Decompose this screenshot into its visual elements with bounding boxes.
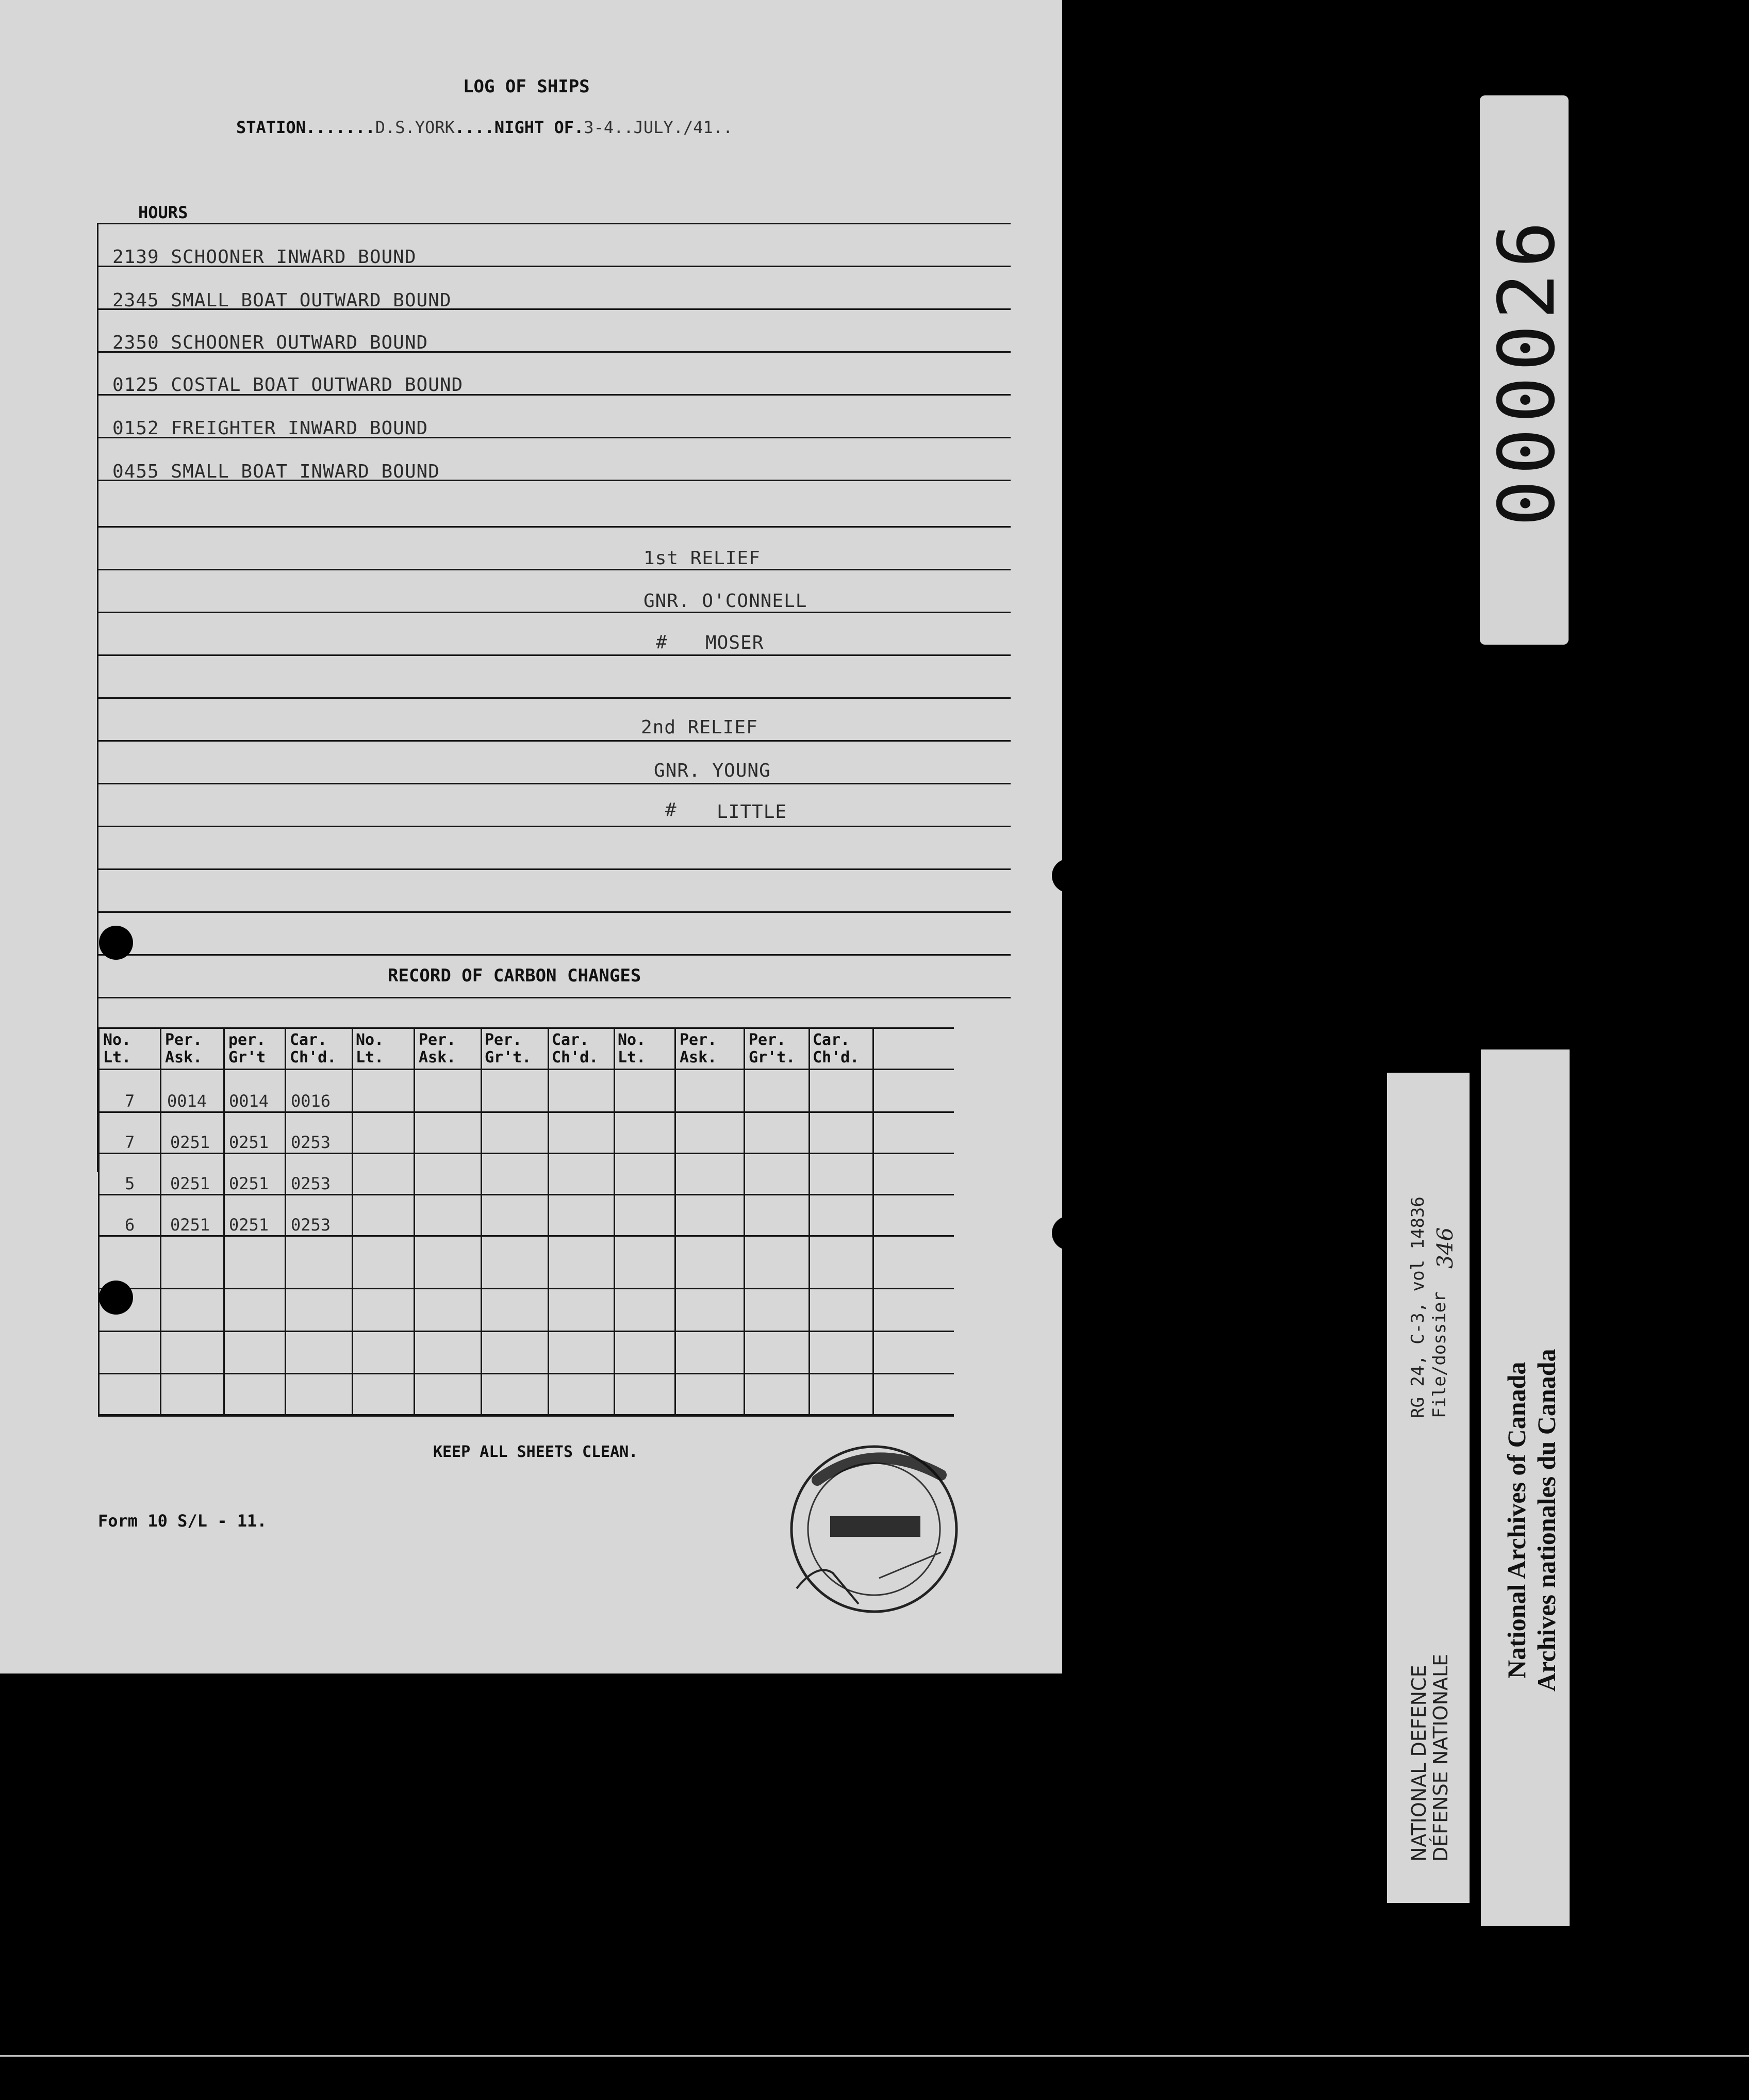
- table-cell: 7: [125, 1091, 135, 1111]
- column-header: Per. Ask.: [419, 1031, 456, 1067]
- table-cell: 0253: [291, 1215, 331, 1235]
- column-header: Car. Ch'd.: [552, 1031, 599, 1067]
- relief-2-mark: #: [665, 799, 677, 821]
- ruled-line: [97, 526, 1011, 528]
- frame-number-wrap: [1288, 216, 1749, 527]
- table-line: [98, 1027, 954, 1029]
- table-column-line: [548, 1027, 549, 1417]
- table-cell: 0251: [170, 1133, 210, 1152]
- log-entry: 2139 SCHOONER INWARD BOUND: [112, 247, 417, 268]
- table-column-line: [808, 1027, 810, 1417]
- table-cell: 0251: [229, 1174, 269, 1193]
- hours-label: HOURS: [138, 203, 188, 222]
- table-cell: 5: [125, 1174, 135, 1193]
- ruled-line: [97, 911, 1011, 913]
- column-header: per. Gr't: [228, 1031, 266, 1067]
- table-cell: 0016: [291, 1091, 331, 1111]
- form-title: LOG OF SHIPS: [463, 76, 590, 97]
- relief-1-gunner-2: MOSER: [705, 632, 764, 653]
- file-dossier-label: File/dossier: [1429, 1291, 1450, 1418]
- national-defence-text: NATIONAL DEFENCE: [1408, 1665, 1430, 1862]
- log-entry: 0125 COSTAL BOAT OUTWARD BOUND: [112, 374, 464, 396]
- table-column-line: [285, 1027, 286, 1417]
- table-column-line: [414, 1027, 415, 1417]
- table-column-line: [223, 1027, 225, 1417]
- column-header: Car. Ch'd.: [813, 1031, 860, 1067]
- table-cell: 0253: [291, 1133, 331, 1152]
- log-sheet: [0, 0, 1062, 1674]
- column-header: Per. Ask.: [680, 1031, 717, 1067]
- table-column-line: [614, 1027, 615, 1417]
- file-number: 346: [1432, 1227, 1458, 1269]
- station-value: D.S.YORK: [375, 118, 455, 137]
- station-label: STATION.......: [236, 118, 375, 137]
- scan-edge-line: [0, 2055, 1749, 2057]
- archives-french: Archives nationales du Canada: [1532, 1349, 1561, 1692]
- ruled-line: [97, 783, 1011, 784]
- relief-2-heading: 2nd RELIEF: [641, 717, 758, 738]
- unit-stamp: [776, 1434, 972, 1619]
- carbon-changes-table: [98, 1027, 954, 1417]
- ruled-line: [97, 868, 1011, 870]
- table-line: [98, 1373, 954, 1374]
- table-column-line: [744, 1027, 745, 1417]
- national-defence-label: [1387, 1073, 1470, 1903]
- table-line: [98, 1194, 954, 1195]
- log-entry: 0152 FREIGHTER INWARD BOUND: [112, 418, 428, 439]
- archives-english: National Archives of Canada: [1502, 1361, 1531, 1679]
- ruled-line: [97, 740, 1011, 742]
- station-line: [236, 118, 733, 137]
- column-header: No. Lt.: [356, 1031, 384, 1067]
- keep-clean-note: KEEP ALL SHEETS CLEAN.: [433, 1443, 638, 1461]
- table-cell: 0251: [229, 1133, 269, 1152]
- column-header: Car. Ch'd.: [290, 1031, 337, 1067]
- night-value: 3-4..JULY./41..: [584, 118, 733, 137]
- defense-nationale-text: DÉFENSE NATIONALE: [1429, 1653, 1452, 1862]
- table-line: [98, 1111, 954, 1113]
- punch-hole: [1052, 859, 1086, 893]
- table-line: [98, 1288, 954, 1289]
- table-column-line: [481, 1027, 482, 1417]
- table-line: [98, 1331, 954, 1332]
- ruled-line: [97, 997, 1011, 998]
- ruled-line: [97, 697, 1011, 699]
- ruled-line: [97, 569, 1011, 570]
- ruled-line: [97, 654, 1011, 656]
- log-entry: 2345 SMALL BOAT OUTWARD BOUND: [112, 290, 452, 311]
- ruled-line: [97, 826, 1011, 827]
- relief-2-gunner: GNR. YOUNG: [654, 760, 771, 781]
- ruled-line: [97, 954, 1011, 956]
- ruled-line: [97, 223, 1011, 224]
- ruled-line: [97, 612, 1011, 613]
- frame-number-tab: [1480, 95, 1572, 645]
- table-line: [98, 1153, 954, 1154]
- table-cell: 0014: [229, 1091, 269, 1111]
- column-header: Per. Gr't.: [485, 1031, 532, 1067]
- table-cell: 0251: [170, 1215, 210, 1235]
- table-line: [98, 1414, 954, 1417]
- column-header: Per. Ask.: [165, 1031, 203, 1067]
- rg-reference: RG 24, C-3, vol 14836: [1408, 1196, 1428, 1418]
- log-entry: 2350 SCHOONER OUTWARD BOUND: [112, 332, 428, 353]
- punch-hole: [1052, 1216, 1086, 1250]
- relief-2-gunner-2: LITTLE: [717, 801, 787, 823]
- punch-hole: [99, 926, 133, 960]
- night-label: ....NIGHT OF.: [454, 118, 584, 137]
- column-header: No. Lt.: [618, 1031, 646, 1067]
- table-column-line: [352, 1027, 353, 1417]
- table-line: [98, 1069, 954, 1070]
- carbon-title: RECORD OF CARBON CHANGES: [388, 965, 641, 986]
- table-cell: 7: [125, 1133, 135, 1152]
- column-header: Per. Gr't.: [749, 1031, 796, 1067]
- table-cell: 0253: [291, 1174, 331, 1193]
- table-column-line: [160, 1027, 161, 1417]
- relief-1-gunner: GNR. O'CONNELL: [644, 590, 807, 612]
- relief-1-mark: #: [656, 632, 668, 653]
- national-archives-label: [1481, 1049, 1570, 1926]
- table-cell: 6: [125, 1215, 135, 1235]
- punch-hole: [99, 1281, 133, 1315]
- table-column-line: [674, 1027, 676, 1417]
- log-entry: 0455 SMALL BOAT INWARD BOUND: [112, 461, 440, 482]
- table-cell: 0251: [229, 1215, 269, 1235]
- relief-1-heading: 1st RELIEF: [644, 548, 761, 569]
- table-line: [98, 1235, 954, 1237]
- form-number: Form 10 S/L - 11.: [98, 1511, 267, 1531]
- frame-number: 000026: [1482, 216, 1572, 527]
- column-header: No. Lt.: [103, 1031, 131, 1067]
- table-cell: 0251: [170, 1174, 210, 1193]
- table-cell: 0014: [167, 1091, 207, 1111]
- table-column-line: [872, 1027, 874, 1417]
- table-column-line: [98, 1027, 100, 1417]
